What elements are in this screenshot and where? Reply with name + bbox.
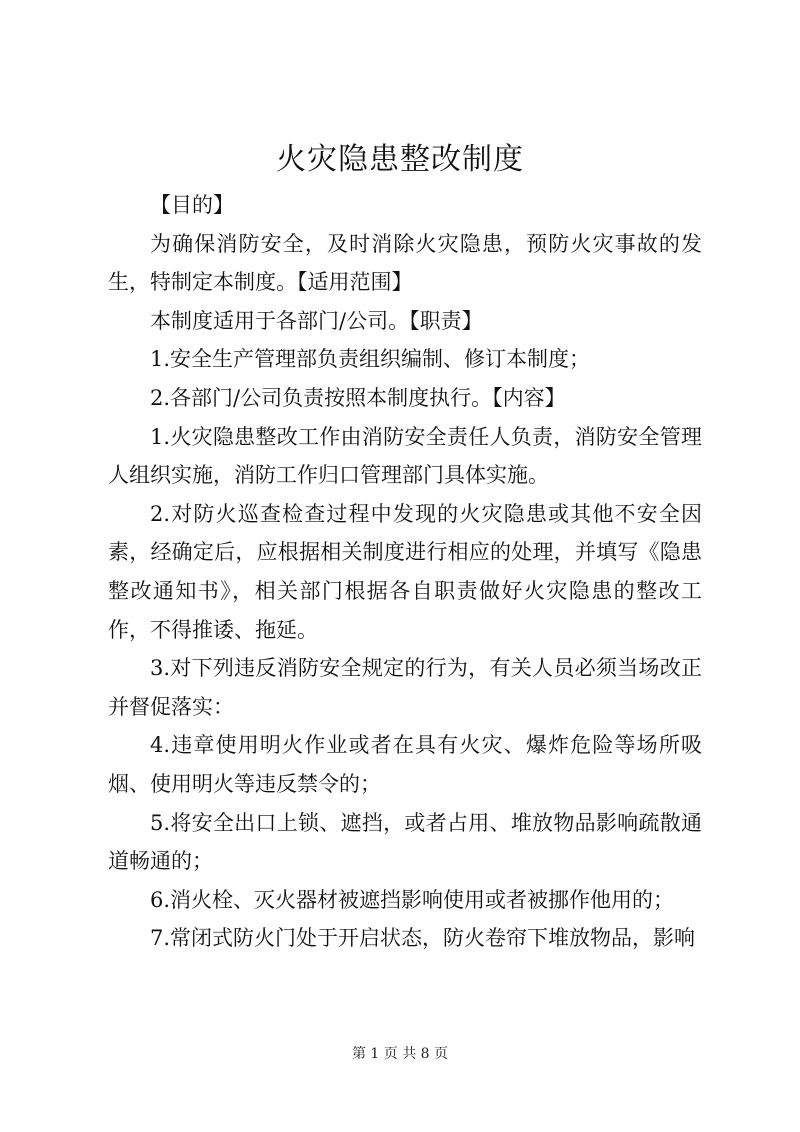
paragraph-purpose: 为确保消防安全，及时消除火灾隐患，预防火灾事故的发生，特制定本制度。【适用范围】	[108, 231, 702, 295]
paragraph-scope: 本制度适用于各部门/公司。【职责】	[150, 308, 483, 333]
paragraph-content-5: 5.将安全出口上锁、遮挡，或者占用、堆放物品影响疏散通道畅通的；	[108, 810, 702, 874]
paragraph-purpose-heading: 【目的】	[150, 193, 234, 217]
paragraph-content-2: 2.对防火巡查检查过程中发现的火灾隐患或其他不安全因素，经确定后，应根据相关制度进行相应的处理，并填写《隐患整改通知书》，相关部门根据各自职责做好火灾隐患的整改工作，不得推诿、拖延。	[108, 501, 702, 642]
paragraph-duty-1: 1.安全生产管理部负责组织编制、修订本制度；	[150, 347, 591, 372]
paragraph-content-7: 7.常闭式防火门处于开启状态，防火卷帘下堆放物品，影响	[150, 926, 696, 951]
document-body	[108, 186, 702, 958]
document-title: 火灾隐患整改制度	[276, 142, 524, 177]
paragraph-content-1: 1.火灾隐患整改工作由消防安全责任人负责，消防安全管理人组织实施，消防工作归口管理部门具体实施。	[108, 424, 702, 488]
paragraph-content-6: 6.消火栓、灭火器材被遮挡影响使用或者被挪作他用的；	[150, 887, 675, 912]
paragraph-content-3: 3.对下列违反消防安全规定的行为，有关人员必须当场改正并督促落实：	[108, 656, 702, 719]
paragraph-content-4: 4.违章使用明火作业或者在具有火灾、爆炸危险等场所吸烟、使用明火等违反禁令的；	[108, 733, 702, 796]
paragraph-duty-2: 2.各部门/公司负责按照本制度执行。【内容】	[150, 385, 566, 410]
page-number-footer: 第 1 页 共 8 页	[351, 1046, 449, 1062]
